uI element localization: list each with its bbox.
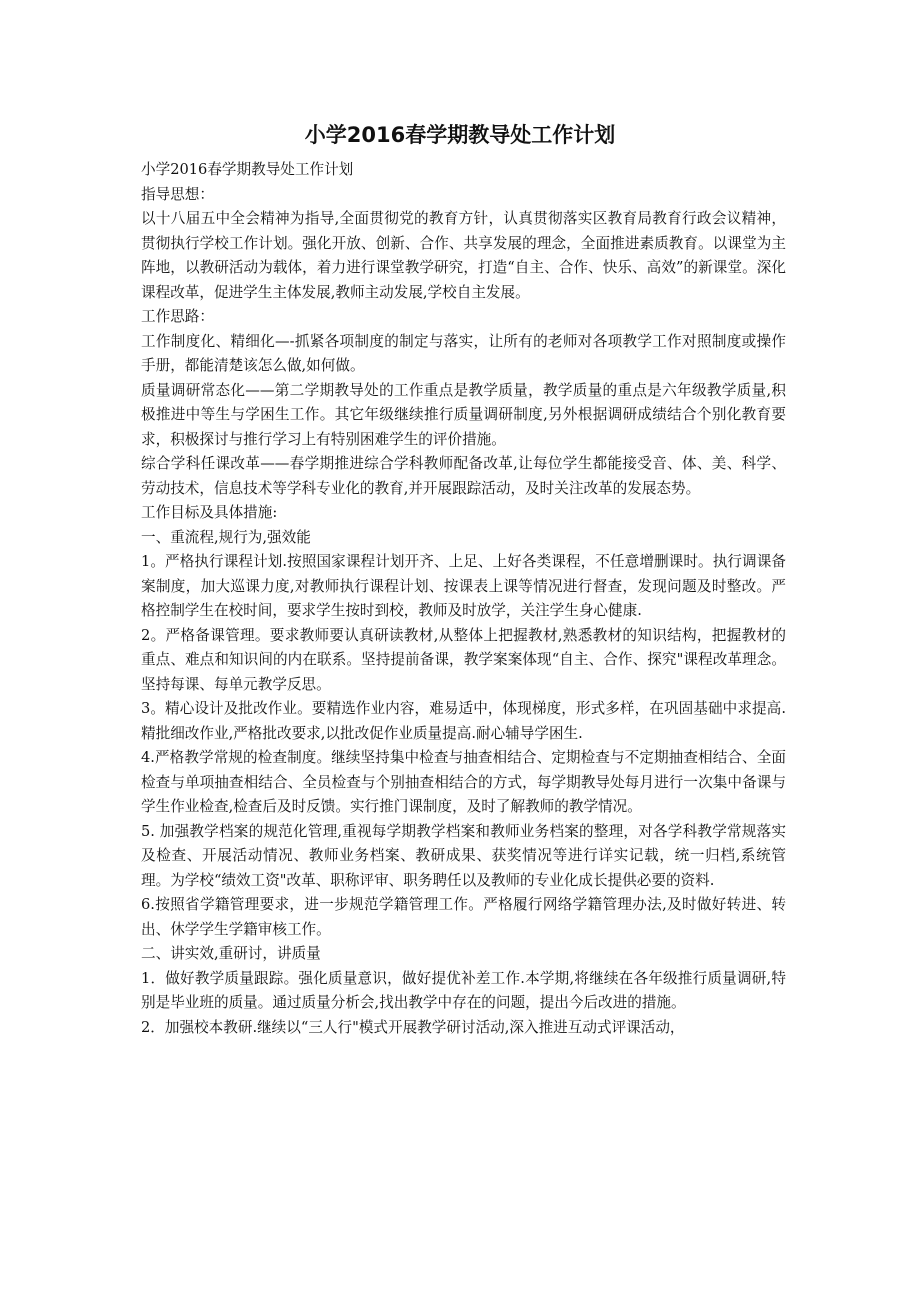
list-item-2: 2。严格备课管理。要求教师要认真研读教材,从整体上把握教材,熟悉教材的知识结构，把握教材的重点、难点和知识间的内在联系。坚持提前备课，教学案案体现“自主、合作、探究"课程改革理念。坚持每课、每单元教学反思。 (141, 626, 786, 693)
section-heading-one: 一、重流程,规行为,强效能 (141, 528, 311, 546)
document-title: 小学2016春学期教导处工作计划 (304, 123, 616, 147)
heading-guiding-ideology: 指导思想： (141, 185, 214, 203)
list-item-1: 1。严格执行课程计划.按照国家课程计划开齐、上足、上好各类课程，不任意增删课时。执行调课备案制度，加大巡课力度,对教师执行课程计划、按课表上课等情况进行督查，发现问题及时整改。严格控制学生在校时间，要求学生按时到校，教师及时放学，关注学生身心健康. (141, 553, 786, 619)
list-item-two-2: 2．加强校本教研.继续以“三人行"模式开展教学研讨活动,深入推进互动式评课活动， (141, 1018, 685, 1036)
paragraph-subject-reform: 综合学科任课改革——春学期推进综合学科教师配备改革,让每位学生都能接受音、体、美、科学、劳动技术，信息技术等学科专业化的教育,并开展跟踪活动，及时关注改革的发展态势。 (141, 455, 786, 497)
list-item-4: 4.严格教学常规的检查制度。继续坚持集中检查与抽查相结合、定期检查与不定期抽查相结合、全面检查与单项抽查相结合、全员检查与个别抽查相结合的方式，每学期教导处每月进行一次集中备课与学生作业检查,检查后及时反馈。实行推门课制度，及时了解教师的教学情况。 (141, 749, 786, 815)
section-heading-two: 二、讲实效,重研讨，讲质量 (141, 945, 321, 962)
list-item-5: 5. 加强教学档案的规范化管理,重视每学期教学档案和教师业务档案的整理，对各学科教学常规落实及检查、开展活动情况、教师业务档案、教研成果、获奖情况等进行详实记载，统一归档,系统管理。为学校“绩效工资"改革、职称评审、职务聘任以及教师的专业化成长提供必要的资料. (141, 822, 786, 889)
heading-goals-measures: 工作目标及具体措施: (141, 504, 278, 521)
document-body (141, 158, 786, 1040)
list-item-two-1: 1．做好教学质量跟踪。强化质量意识，做好提优补差工作.本学期,将继续在各年级推行质量调研,特别是毕业班的质量。通过质量分析会,找出教学中存在的问题，提出今后改进的措施。 (141, 969, 786, 1011)
paragraph-subtitle: 小学2016春学期教导处工作计划 (141, 161, 354, 178)
list-item-3: 3。精心设计及批改作业。要精选作业内容，难易适中，体现梯度，形式多样，在巩固基础中求提高.精批细改作业,严格批改要求,以批改促作业质量提高.耐心辅导学困生. (141, 700, 786, 742)
list-item-6: 6.按照省学籍管理要求，进一步规范学籍管理工作。严格履行网络学籍管理办法,及时做好转进、转出、休学学生学籍审核工作。 (141, 896, 786, 938)
paragraph-work-institutionalization: 工作制度化、精细化—-抓紧各项制度的制定与落实，让所有的老师对各项教学工作对照制度或操作手册，都能清楚该怎么做,如何做。 (141, 332, 786, 374)
paragraph-quality-survey: 质量调研常态化——第二学期教导处的工作重点是教学质量，教学质量的重点是六年级教学质量,积极推进中等生与学困生工作。其它年级继续推行质量调研制度,另外根据调研成绩结合个别化教育要求，积极探讨与推行学习上有特别困难学生的评价措施。 (141, 381, 786, 448)
heading-work-approach: 工作思路： (141, 308, 214, 325)
paragraph-guiding-ideology: 以十八届五中全会精神为指导,全面贯彻党的教育方针，认真贯彻落实区教育局教育行政会议精神，贯彻执行学校工作计划。强化开放、创新、合作、共享发展的理念，全面推进素质教育。以课堂为主阵地，以教研活动为载体，着力进行课堂教学研究，打造“自主、合作、快乐、高效”的新课堂。深化课程改革，促进学生主体发展,教师主动发展,学校自主发展。 (141, 210, 786, 301)
